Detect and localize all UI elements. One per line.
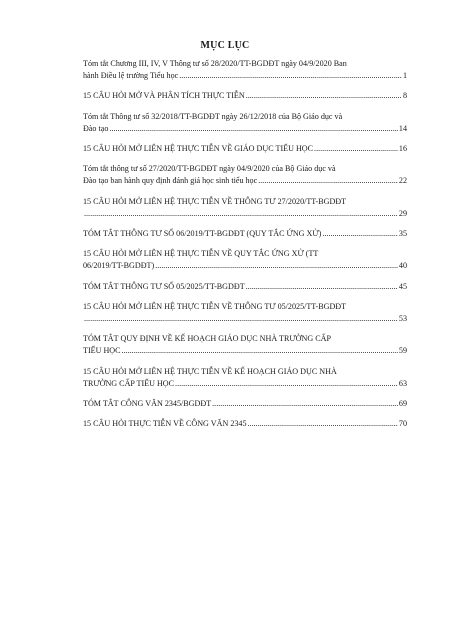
dot-leader xyxy=(246,90,402,102)
dot-leader xyxy=(84,208,398,220)
toc-entry-3[interactable] xyxy=(83,111,407,135)
dot-leader xyxy=(175,378,398,390)
dot-leader xyxy=(179,70,402,82)
toc-entry-page: 22 xyxy=(398,176,407,186)
toc-entry-tail: TRƯỜNG CẤP TIỂU HỌC xyxy=(83,378,175,388)
dot-leader xyxy=(258,175,398,187)
toc-entry-tail: 15 CÂU HỎI MỞ LIÊN HỆ THỰC TIỄN VỀ GIÁO DỤC TIỂU HỌC xyxy=(83,144,314,154)
toc-entry-page: 35 xyxy=(398,229,407,239)
toc-entry-tail: 06/2019/TT-BGDĐT) xyxy=(83,261,155,271)
toc-entry-4[interactable] xyxy=(83,143,407,155)
toc-entry-page: 14 xyxy=(398,123,407,133)
dot-leader xyxy=(84,313,398,325)
toc-entry-6[interactable] xyxy=(83,196,407,220)
toc-entry-page: 53 xyxy=(398,314,407,324)
toc-entry-2[interactable] xyxy=(83,90,407,102)
toc-entry-page: 1 xyxy=(402,71,407,81)
toc-entry-lead: TÓM TẮT QUY ĐỊNH VỀ KẾ HOẠCH GIÁO DỤC NHÀ TRƯỜNG CẤP xyxy=(83,334,331,344)
toc-entry-page: 45 xyxy=(398,281,407,291)
toc-entry-page: 40 xyxy=(398,261,407,271)
toc-entry-12[interactable] xyxy=(83,366,407,390)
toc-entry-lead: Tóm tắt thông tư số 27/2020/TT-BGDĐT ngày 04/9/2020 của Bộ Giáo dục và xyxy=(83,164,336,174)
dot-leader xyxy=(246,281,398,293)
dot-leader xyxy=(322,228,398,240)
toc-entry-10[interactable] xyxy=(83,301,407,325)
toc-entry-13[interactable] xyxy=(83,398,407,410)
toc-entry-tail: 15 CÂU HỎI THỰC TIỄN VỀ CÔNG VĂN 2345 xyxy=(83,419,247,429)
toc-entry-page: 63 xyxy=(398,378,407,388)
dot-leader xyxy=(122,345,398,357)
toc-entry-page: 8 xyxy=(402,91,407,101)
toc-title: MỤC LỤC xyxy=(200,40,250,51)
toc-entry-lead: Tóm tắt Chương III, IV, V Thông tư số 28/2020/TT-BGDĐT ngày 04/9/2020 Ban xyxy=(83,59,347,68)
toc-entry-9[interactable] xyxy=(83,281,407,293)
toc-entry-tail: hành Điều lệ trường Tiểu học xyxy=(83,71,179,81)
table-of-contents xyxy=(83,58,407,430)
toc-entry-tail: TIỂU HỌC xyxy=(83,346,121,356)
toc-entry-page: 29 xyxy=(398,208,407,218)
toc-entry-page: 59 xyxy=(398,346,407,356)
toc-entry-tail: 15 CÂU HỎI MỞ VÀ PHÂN TÍCH THỰC TIỄN xyxy=(83,91,245,101)
dot-leader xyxy=(109,123,398,135)
toc-entry-tail: TÓM TẮT THÔNG TƯ SỐ 06/2019/TT-BGDĐT (QUY TẮC ỨNG XỬ) xyxy=(83,229,322,239)
toc-entry-tail: TÓM TẮT CÔNG VĂN 2345/BGDĐT xyxy=(83,399,212,409)
toc-entry-7[interactable] xyxy=(83,228,407,240)
dot-leader xyxy=(314,143,398,155)
toc-entry-1[interactable] xyxy=(83,58,407,82)
dot-leader xyxy=(212,398,398,410)
toc-entry-tail: Đào tạo ban hành quy định đánh giá học sinh tiểu học xyxy=(83,176,258,186)
toc-entry-lead: 15 CÂU HỎI MỞ LIÊN HỆ THỰC TIỄN VỀ THÔNG TƯ 27/2020/TT-BGDĐT xyxy=(83,196,347,206)
toc-entry-page: 70 xyxy=(398,419,407,429)
dot-leader xyxy=(248,418,398,430)
toc-entry-lead: 15 CÂU HỎI MỞ LIÊN HỆ THỰC TIỄN VỀ KẾ HOẠCH GIÁO DỤC NHÀ xyxy=(83,366,337,376)
toc-entry-8[interactable] xyxy=(83,248,407,272)
dot-leader xyxy=(155,260,398,272)
toc-entry-14[interactable] xyxy=(83,418,407,430)
toc-entry-page: 69 xyxy=(398,399,407,409)
toc-entry-tail: Đào tạo xyxy=(83,123,109,133)
toc-entry-11[interactable] xyxy=(83,333,407,357)
toc-entry-lead: 15 CÂU HỎI MỞ LIÊN HỆ THỰC TIỄN VỀ THÔNG TƯ 05/2025/TT-BGDĐT xyxy=(83,301,347,311)
toc-entry-lead: Tóm tắt Thông tư số 32/2018/TT-BGDĐT ngày 26/12/2018 của Bộ Giáo dục và xyxy=(83,111,343,121)
toc-entry-5[interactable] xyxy=(83,163,407,187)
toc-entry-lead: 15 CÂU HỎI MỞ LIÊN HỆ THỰC TIỄN VỀ QUY TẮC ỨNG XỬ (TT xyxy=(83,249,319,259)
toc-entry-tail: TÓM TẮT THÔNG TƯ SỐ 05/2025/TT-BGDĐT xyxy=(83,281,245,291)
toc-entry-page: 16 xyxy=(398,144,407,154)
